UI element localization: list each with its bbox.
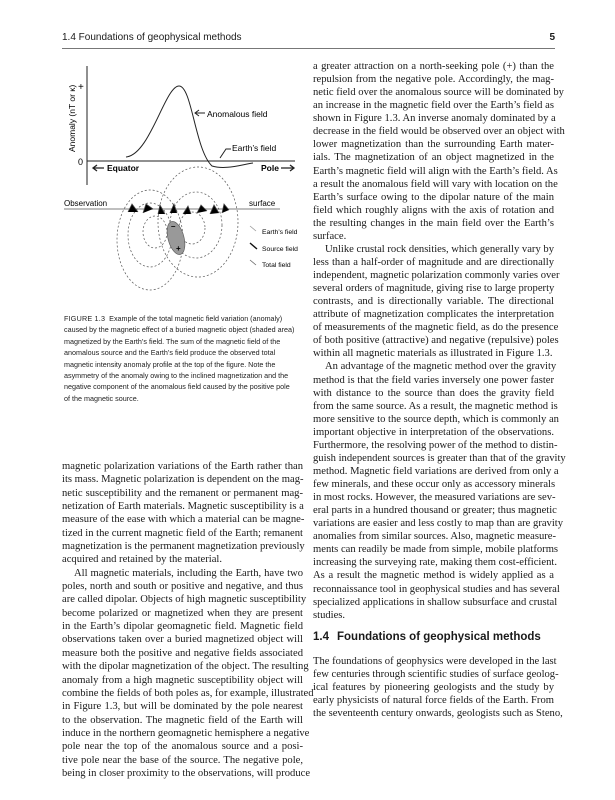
text-line: field which roughly aligns with the axis of rotation and [313, 204, 554, 216]
equator-arrow-icon [93, 165, 104, 171]
text-line: less than a half-order of magnitude and are directionally [313, 256, 554, 268]
text-line: Furthermore, the resolving power of the method to distin- [313, 439, 558, 451]
text-line: poles, north and south or positive and negative, and thus [62, 581, 303, 593]
text-line: The foundations of geophysics were developed in the last [313, 655, 557, 667]
text-line: induce in the northern geomagnetic hemisphere a negative [62, 727, 310, 739]
plus-tick-label: + [78, 82, 84, 93]
text-line: repulsion from the negative pole. Accordingly, the mag- [313, 74, 554, 86]
text-line: magnetization is the permanent magnetization previously [62, 541, 305, 553]
text-line: An advantage of the magnetic method over the gravity [325, 361, 557, 373]
text-line: become polarized or magnetized when they are present [62, 607, 303, 619]
anomalous-field-arrow [195, 110, 205, 116]
section-title: Foundations of geophysical methods [337, 630, 541, 643]
text-line: Unlike crustal rock densities, which generally vary by [325, 243, 554, 255]
text-line: its mass. Magnetic polarization is dependent on the mag- [62, 474, 304, 486]
text-line: in Figure 1.3, but will be dominated by the pole nearest [62, 701, 303, 713]
equator-label: Equator [107, 163, 140, 173]
anomaly-curve [126, 86, 253, 168]
text-line: a result the anomalous field will vary with location on the [313, 178, 558, 190]
figure-caption [64, 313, 296, 404]
text-line: more sensitive to the source depth, which is commonly an [313, 413, 559, 425]
text-line: method is that the field varies inversely one power faster [313, 374, 554, 386]
anomalous-field-label: Anomalous field [207, 109, 268, 119]
text-line: measure both the positive and negative fields associated [62, 647, 303, 659]
text-line: important objective in interpretation of the observations. [313, 426, 554, 438]
text-line: pole near the top of the anomalous source and a posi- [62, 741, 303, 753]
text-line: specialized applications in shallow subsurface and crustal [313, 596, 558, 608]
text-line: contrasts, and is directionally variable. The directional [313, 296, 554, 308]
text-line: acquired and retained by the material. [62, 554, 223, 566]
text-line: netic field over the anomalous source will be dominated by [313, 87, 564, 99]
surface-label: surface [249, 199, 276, 208]
text-line: within all magnetic materials as illustrated in Figure 1.3. [313, 348, 553, 360]
text-line: with distance to the source than does the gravity field [313, 387, 554, 399]
text-line: in most rocks. However, the measured variations are sev- [313, 492, 556, 504]
text-line: in the Earth’s dipolar geomagnetic field. Magnetic field [62, 621, 303, 633]
running-header [62, 30, 555, 49]
text-line: of measurements of the magnetic field, as do the presence [313, 322, 559, 334]
text-line: few minerals, and these occur only as accessory minerals [313, 479, 556, 490]
text-line: the seventeenth century onwards, geologists such as Steno, [313, 707, 563, 719]
text-line: are called dipolar. Objects of high magnetic susceptibility [62, 594, 307, 606]
text-line: lower magnetization than the surrounding Earth mater- [313, 139, 554, 151]
text-line: few centuries through scientific studies of surface geolog- [313, 668, 559, 680]
text-line: attribute of magnetization complicates the interpretation [313, 309, 554, 321]
text-line: combine the fields of both poles as, for example, illustrated [62, 687, 314, 699]
text-line: eral parts in a hundred thousand or greater; thus magnetic [313, 505, 557, 517]
running-header-title: 1.4 Foundations of geophysical methods [62, 32, 242, 43]
text-line: ials. The magnetization of an object magnetized in the [313, 152, 554, 164]
text-line: guish independent sources is greater than that of the gravity [313, 452, 566, 464]
text-line: being in closer proximity to the observations, will produce [62, 767, 311, 779]
right-column-text [313, 60, 566, 720]
earths-field-legend-icon [250, 226, 256, 231]
text-line: decrease in the field would be observed over an object with [313, 126, 565, 138]
text-line: variations are easier and less costly to map than are gravity [313, 518, 564, 530]
observation-label: Observation [64, 199, 108, 208]
text-line: netization of Earth materials. Magnetic susceptibility is a [62, 501, 304, 513]
text-line: shown in Figure 1.3. An inverse anomaly dominated by a [313, 113, 556, 125]
body-positive-pole: + [176, 244, 181, 253]
pole-label: Pole [261, 163, 279, 173]
text-line: netic susceptibility and the remanent or permanent mag- [62, 487, 303, 499]
text-line: from the same source. As a result, the magnetic method is [313, 400, 558, 412]
y-axis-label: Anomaly (nT or κ) [67, 84, 77, 152]
text-line: to the observation. The magnetic field of the Earth will [62, 714, 303, 726]
text-line: increasing the surveying rate, making them cost-efficient. [313, 557, 557, 569]
earths-field-label: Earth’s field [232, 143, 277, 153]
text-line: surface. [313, 230, 347, 242]
text-line: of both positive (attractive) and negative (repulsive) poles [313, 335, 559, 347]
body-negative-pole: – [171, 222, 176, 231]
zero-tick-label: 0 [78, 157, 84, 167]
legend-earths-field: Earth’s field [262, 229, 298, 236]
text-line: with the dipolar magnetization of the object. The resulting [62, 661, 309, 673]
text-line: Earth’s surface owing to the dipolar nature of the main [313, 191, 554, 203]
text-line: tized in the current magnetic field of the Earth; remanent [62, 527, 303, 539]
caption-label: FIGURE 1.3 [64, 314, 106, 323]
legend-total-field: Total field [262, 262, 291, 269]
text-line: measure of the ease with which a material can be magne- [62, 514, 305, 526]
section-number: 1.4 [313, 630, 329, 643]
left-column-text [62, 460, 314, 780]
text-line: a greater attraction on a north-seeking pole (+) than the [313, 61, 554, 72]
text-line: reconnaissance tool in geophysical studies and has several [313, 583, 560, 595]
dipole-diagram [64, 167, 298, 290]
earths-field-arrow [220, 149, 231, 158]
text-line: several orders of magnitude, giving rise to large property [313, 283, 555, 295]
text-line: studies. [313, 609, 346, 621]
page-number: 5 [549, 32, 555, 43]
text-line: As a result the magnetic method is widely applied as a [313, 570, 554, 582]
legend-source-field: Source field [262, 246, 298, 253]
pole-arrow-icon [281, 165, 294, 171]
text-line: anomalies from similar sources. Also, magnetic measure- [313, 531, 556, 543]
text-line: an increase in the magnetic field over the Earth’s field as [313, 100, 554, 112]
text-line: the resulting changes in the main field over the Earth’s [313, 217, 554, 229]
text-line: independent, magnetic polarization commonly varies over [313, 270, 560, 281]
text-line: Earth’s magnetic field will align with the Earth’s field. As [313, 165, 558, 177]
text-line: ical features by pioneering geologists and the study by [313, 681, 554, 693]
text-line: anomaly from a high magnetic susceptibility object will [62, 674, 303, 686]
total-field-legend-icon [250, 260, 256, 265]
figure-1-3 [0, 50, 310, 310]
caption-text: Example of the total magnetic field variation (anomaly) caused by the magnetic effect of a buried magnetic object (shaded area) magnetized by the Earth’s field. The sum of the magnetic field of the anomalous source and the Earth’s field produce the observed total magnetic intensity anomaly profile at the top of the figure. Note the asymmetry of the anomaly owing to the inclined magnetization and the negative component of the anomalous field caused by the positive pole of the magnetic source. [64, 314, 295, 403]
text-line: method. Magnetic field variations are derived from only a [313, 465, 559, 477]
section-heading [313, 622, 554, 648]
text-line: early physicists of natural force fields of the Earth. From [313, 694, 554, 706]
text-line: magnetic polarization variations of the Earth rather than [62, 461, 303, 472]
source-field-legend-icon [250, 243, 257, 249]
text-line: ments can readily be made from simple, mobile platforms [313, 544, 559, 556]
text-line: observations taken over a buried magnetized object will [62, 634, 303, 646]
text-line: tive pole near the base of the source. The negative pole, [62, 754, 303, 766]
anomaly-profile [67, 66, 295, 185]
text-line: All magnetic materials, including the Earth, have two [74, 567, 303, 579]
